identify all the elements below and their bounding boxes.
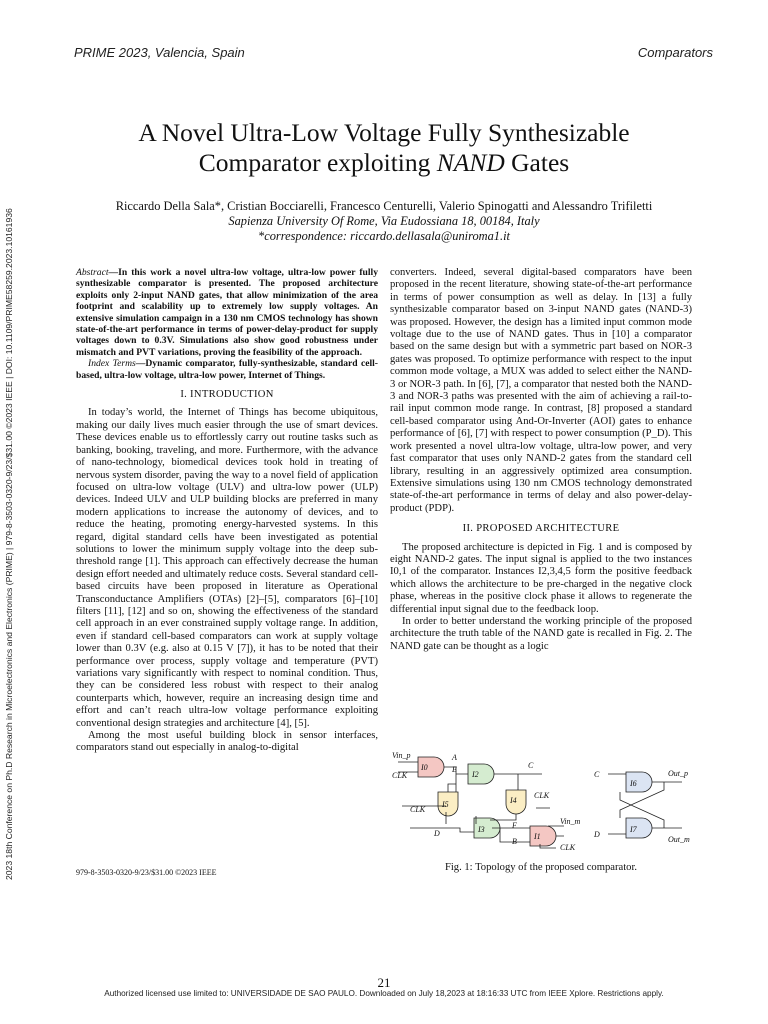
title-line-2-italic: NAND (436, 148, 505, 177)
abstract-label: Abstract (76, 267, 109, 278)
label-i4: I4 (510, 796, 517, 805)
label-outm: Out_m (668, 835, 690, 844)
label-c-right: C (594, 770, 600, 779)
title-line-2 (60, 148, 708, 178)
doi-sidebar-text: 2023 18th Conference on Ph.D Research in Microelectronics and Electronics (PRIME) | 979-8-3503-0320-9/23/$31.00 ©2023 IEEE | DOI: 10.1109/PRIME58259.2023.10161936 (4, 208, 14, 880)
section-1-heading: I. INTRODUCTION (180, 389, 274, 401)
title-line-1: A Novel Ultra-Low Voltage Fully Synthesizable (138, 118, 630, 147)
correspondence: *correspondence: riccardo.dellasala@uniroma1.it (258, 229, 510, 243)
label-a: A (452, 753, 457, 762)
intro-paragraph-1: In today’s world, the Internet of Things has become ubiquitous, making our daily lives much easier through the use of smart devices. These devices enable us to effortlessly carry out routine tasks such as banking, booking, traveling, and more. Furthermore, with the advance of nano-technology, biomedical devices took hold in treating of nervous system disorder, paving the way to a novel field of application focused on ultra-low voltage (ULV) and ultra-low power (ULP) devices. Indeed ULV and ULP building blocks are preferred in many modern applications to increase the autonomy of devices, and to reduce the heating, promoting energy-harvested systems. In this regard, digital standard cells have been investigated as potential solutions to lower the minimum supply voltage into the deep sub-threshold range [1]. This approach can effectively decrease the human design effort needed and ultimately reduce costs. Several standard cell-based circuits have been proposed in literature as Operational Transconductance Amplifiers (OTAs) [2]–[5], comparators [6]–[10] filters [11], [12] and so on, showing the effectiveness of the standard cell approach in an ever constrained supply voltage range. In addition, even if standard cell-based comparators can work at supply voltage lower than 0.3V (e.g. also at 0.15 V [7]), it has to be noted that their performance over process, supply voltage and temperature (PVT) variations vary significantly with respect to nominal condition. Thus, they can be considered less robust with respect to their analog counterparts which, however, require an increasing design time and effort and can’t reach ultra-low voltage performance exploiting conventional design strategies and architecture [4], [5]. (76, 407, 378, 729)
label-i5: I5 (442, 800, 449, 809)
authors: Riccardo Della Sala*, Cristian Bocciarelli, Francesco Centurelli, Valerio Spinogatti and Alessandro Trifiletti (115, 199, 653, 213)
label-b: B (512, 837, 517, 846)
label-vinp: Vin_p (392, 752, 411, 760)
architecture-paragraph-1: The proposed architecture is depicted in Fig. 1 and is composed by eight NAND-2 gates. The input signal is applied to the two instances I0,1 of the comparator. Instances I2,3,4,5 form the positive feedback which allows the architecture to be pre-charged in the negative clock phase, whereas in the positive clock phase it allows to regenerate the differential input signal due to the feedback loop. (390, 541, 692, 615)
label-clkb-right: CLK (534, 791, 550, 800)
label-clk-bottom: CLK (560, 843, 576, 852)
title-line-2-pre: Comparator exploiting (198, 148, 437, 177)
label-f: F (512, 821, 517, 830)
running-header-topic: Comparators (637, 45, 713, 60)
abstract-text: —In this work a novel ultra-low voltage, ultra-low power fully synthesizable comparator is presented. The proposed architecture exploits only 2-input NAND gates, that allow minimization of the area footprint and scalability up to extremely low supply voltages. An extensive simulation campaign in a 130 nm CMOS technology has shown state-of-the-art performance in terms of power-delay-product for supply voltages down to 0.3V. Simulations also show good robustness under mismatch and PVT variations, proving the feasibility of the approach. (76, 267, 378, 358)
license-footer: Authorized licensed use limited to: UNIVERSIDADE DE SAO PAULO. Downloaded on July 18,2023 at 18:16:33 UTC from IEEE Xplore. Restrictions apply. (104, 989, 664, 998)
label-clk: CLK (392, 771, 408, 780)
left-column (76, 267, 378, 755)
right-column (390, 267, 692, 653)
paper-title (60, 118, 708, 178)
index-terms-text: —Dynamic comparator, fully-synthesizable, standard cell-based, ultra-low voltage, ultra-low power, Internet of Things. (76, 358, 378, 381)
index-terms (76, 358, 378, 381)
index-terms-label: Index Terms (88, 358, 136, 370)
label-vinm: Vin_m (560, 817, 581, 826)
label-clkb-left: CLK (410, 805, 426, 814)
running-header-conference: PRIME 2023, Valencia, Spain (74, 45, 245, 60)
label-i2: I2 (472, 770, 479, 779)
section-2-heading: II. PROPOSED ARCHITECTURE (462, 523, 620, 535)
label-i0: I0 (421, 763, 428, 772)
affiliation: Sapienza University Of Rome, Via Eudossiana 18, 00184, Italy (228, 214, 540, 228)
label-e: E (452, 765, 457, 774)
label-outp: Out_p (668, 769, 688, 778)
comparator-topology-figure (388, 752, 698, 852)
label-i7: I7 (630, 825, 637, 834)
label-i3: I3 (478, 825, 485, 834)
label-i1: I1 (534, 832, 541, 841)
label-d-left: D (434, 829, 440, 838)
label-c-left: C (528, 761, 534, 770)
figure-caption: Fig. 1: Topology of the proposed comparator. (444, 862, 638, 873)
title-line-2-post: Gates (504, 148, 570, 177)
right-paragraph-1: converters. Indeed, several digital-based comparators have been proposed in the recent literature, showing state-of-the-art performance in terms of power consumption as well as delay. In [13] a fully synthesizable comparator based on 3-input NAND gates (NAND-3) was proposed. However, the design has a limited input common mode voltage due to the use of NAND gates. Thus in [10] a comparator based on the same design but with a symmetric part based on NOR-3 gates was proposed. To optimize performance with respect to the input common mode voltage, a MUX was added to select either the NAND-3 or NOR-3 path. In [6], [7], a comparator that nested both the NAND-3 and NOR-3 paths was presented with the aim of achieving a rail-to-rail input common mode range. In contrast, [8] proposed a standard cell-based comparator using And-Or-Inverter (AOI) gates to enhance performance of [6], [7] with respect to power consumption (P_D). This work presented a novel ultra-low voltage, ultra-low power, and very fast comparator that uses only NAND-2 gates from the standard cell library, resulting in an aggressively optimized area consumption. Extensive simulations using 130 nm CMOS technology demonstrated state-of-the-art performance in terms of delay and also power-delay-product (PDP). (390, 267, 692, 514)
doi-sidebar (4, 190, 18, 880)
architecture-paragraph-2: In order to better understand the working principle of the proposed architecture the truth table of the NAND gate is recalled in Fig. 2. The NAND gate can be thought as a logic (390, 615, 692, 652)
label-d-right: D (594, 830, 600, 839)
page-number: 21 (377, 975, 391, 990)
label-i6: I6 (630, 779, 637, 788)
copyright-notice: 979-8-3503-0320-9/23/$31.00 ©2023 IEEE (76, 868, 217, 877)
intro-paragraph-2: Among the most useful building block in sensor interfaces, comparators stand out especially in analog-to-digital (76, 730, 378, 754)
abstract (76, 267, 378, 358)
